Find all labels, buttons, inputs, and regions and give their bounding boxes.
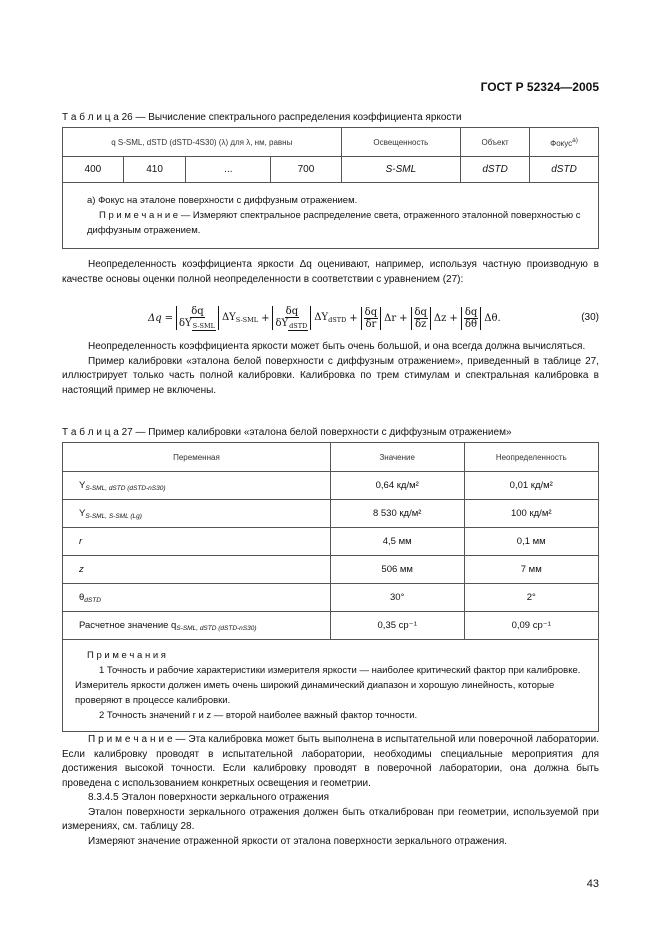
t26-cell: 700 — [271, 157, 341, 183]
paragraph: Неопределенность коэффициента яркости Δq оценивают, например, используя частную производную в качестве основы оценки полной неопределенности в соответствии с уравнением (27): — [62, 259, 599, 285]
note-label: П р и м е ч а н и е — — [88, 734, 186, 745]
t26-header-wavelengths: q S-SML, dSTD (dSTD-4S30) (λ) для λ, нм, равны — [63, 128, 342, 157]
page-number: 43 — [586, 878, 599, 890]
table27-caption-text: 27 — Пример калибровки «эталона белой поверхности с диффузным отражением» — [121, 427, 512, 438]
standard-header: ГОСТ Р 52324—2005 — [480, 80, 599, 94]
t27-note-2: 2 Точность значений r и z — второй наиболее важный фактор точности. — [99, 710, 418, 721]
t27-notes — [63, 640, 599, 732]
t26-cell: dSTD — [461, 157, 530, 183]
t27-value: 506 мм — [330, 556, 464, 584]
text-block-1 — [62, 258, 599, 287]
table26-caption-prefix: Т а б л и ц а — [62, 112, 119, 123]
t26-header-focus — [530, 128, 599, 157]
text-block-2 — [62, 340, 599, 398]
t26-focus-footnote-mark: a) — [572, 136, 578, 144]
t26-cell: S-SML — [341, 157, 461, 183]
t26-header-object: Объект — [461, 128, 530, 157]
t27-value: 0,35 ср⁻¹ — [330, 612, 464, 640]
text-block-3 — [62, 733, 599, 849]
t26-note-text: Измеряют спектральное распределение света, отраженного эталонной поверхностью с диффузным отражением. — [87, 210, 581, 236]
equation-body: Δq = $\frac{\delta q}{\delta Y_{S-SML}}$ $\Delta Y_{S-SML}$ + $\frac{\delta q}{\delta Y_{dSTD}}$ $\Delta Y_{dSTD}$ + $\frac{\delta q}{\delta r}$ Δr + $\frac{\delta q}{\delta z}$ Δz + $\frac{\delta q}{\delta\theta}$ Δθ. — [148, 306, 501, 330]
t27-unc: 0,1 мм — [464, 528, 599, 556]
table26-caption-text: 26 — Вычисление спектрального распределения коэффициента яркости — [121, 112, 462, 123]
note-text: Эта калибровка может быть выполнена в испытательной или поверочной лаборатории. Если калибровку проводят в испытательной лаборатории, необходимы специальные мероприятия для достижения высокой точности. Если калибровку проводят в поверочной лаборатории, она должна быть проведена с использованием конкретных освещения и геометрии. — [62, 734, 600, 789]
t27-notes-title: П р и м е ч а н и я — [87, 650, 166, 661]
t27-var: z — [63, 556, 331, 584]
t26-footnote: a) Фокус на эталоне поверхности с диффузным отражением. — [87, 195, 358, 206]
t27-var: r — [63, 528, 331, 556]
t27-header-value: Значение — [330, 443, 464, 472]
t27-unc: 100 кд/м² — [464, 500, 599, 528]
t27-var: $\theta_{dSTD}$ — [63, 584, 331, 612]
t27-unc: 0,09 ср⁻¹ — [464, 612, 599, 640]
t26-cell: dSTD — [530, 157, 599, 183]
t26-header-illumination: Освещенность — [341, 128, 461, 157]
t26-note-label: П р и м е ч а н и е — — [99, 210, 191, 221]
t27-note-1: 1 Точность и рабочие характеристики измерителя яркости — наиболее критический фактор при калибровке. Измеритель яркости должен иметь очень широкий динамический диапазон и хорошую линейность, которые проверяют в процессе калибровки. — [75, 665, 581, 706]
t27-value: 8 530 кд/м² — [330, 500, 464, 528]
t27-header-variable: Переменная — [63, 443, 331, 472]
table-27 — [62, 442, 599, 732]
t27-header-uncertainty: Неопределенность — [464, 443, 599, 472]
table-26 — [62, 127, 599, 249]
t27-value: 30° — [330, 584, 464, 612]
t27-var: Расчетное значение $q_{S-SML, dSTD (dSTD-nS30)}$ — [63, 612, 331, 640]
table27-caption-prefix: Т а б л и ц а — [62, 427, 119, 438]
t27-unc: 7 мм — [464, 556, 599, 584]
t27-unc: 2° — [464, 584, 599, 612]
t27-var: $Y_{S-SML, S-SML (Lg)}$ — [63, 500, 331, 528]
t27-value: 4,5 мм — [330, 528, 464, 556]
t26-cell: 400 — [63, 157, 124, 183]
section-heading: 8.3.4.5 Эталон поверхности зеркального отражения — [88, 792, 330, 803]
t26-notes — [63, 183, 599, 249]
t27-value: 0,64 кд/м² — [330, 472, 464, 500]
t27-var: $Y_{S-SML, dSTD (dSTD-nS30)}$ — [63, 472, 331, 500]
t26-note — [75, 208, 588, 238]
t26-cell: 410 — [123, 157, 186, 183]
equation-30 — [62, 296, 599, 340]
t26-focus-label: Фокус — [550, 138, 573, 148]
equation-number: (30) — [581, 312, 599, 323]
paragraph: Неопределенность коэффициента яркости может быть очень большой, и она всегда должна вычисляться. — [88, 341, 586, 352]
t27-unc: 0,01 кд/м² — [464, 472, 599, 500]
table26-caption — [62, 112, 462, 123]
table27-caption — [62, 427, 512, 438]
t26-cell: ... — [186, 157, 271, 183]
paragraph: Пример калибровки «эталона белой поверхности с диффузным отражением», приведенный в таблице 27, иллюстрирует только часть полной калибровки. Калибровка по трем стимулам и спектральная калибровка в настоящий пример не включены. — [62, 355, 599, 396]
paragraph: Измеряют значение отраженной яркости от эталона поверхности зеркального отражения. — [88, 835, 508, 847]
paragraph: Эталон поверхности зеркального отражения должен быть откалиброван при геометрии, используемой при измерениях, см. таблицу 28. — [62, 806, 599, 832]
note-paragraph — [62, 733, 599, 791]
